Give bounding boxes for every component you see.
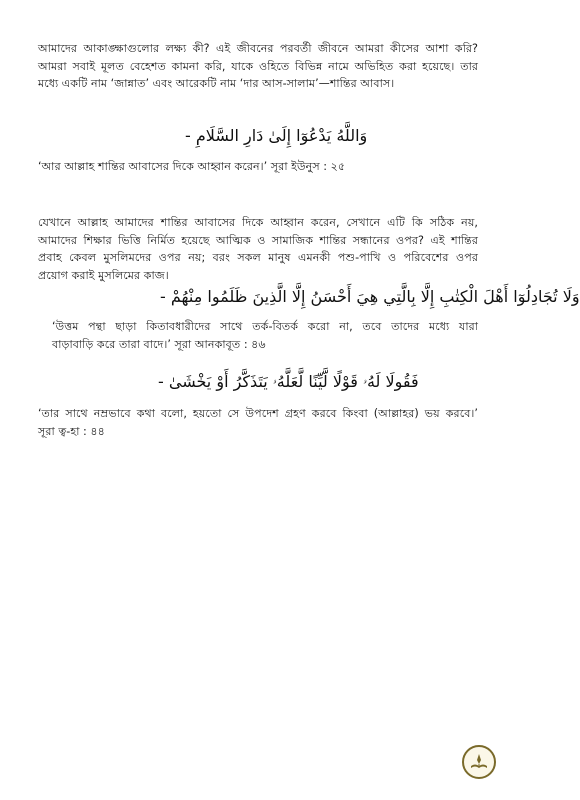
verse-3-translation xyxy=(38,405,478,440)
verse-3-translation-line-2: সূরা ত্ব-হা : ৪৪ xyxy=(38,424,105,438)
paragraph-2-line-4: প্রয়োগ করাই মুসলিমের কাজ। xyxy=(38,268,169,282)
publisher-logo-icon xyxy=(462,745,496,779)
verse-2-arabic: وَلَا تُجَادِلُوٓا أَهْلَ الْكِتٰبِ إِلَّا بِالَّتِي هِيَ أَحْسَنُ إِلَّا الَّذِينَ ظَلَمُوا مِنْهُمْ - xyxy=(160,287,580,306)
paragraph-2-line-1: যেখানে আল্লাহ আমাদের শান্তির আবাসের দিকে আহ্বান করেন, সেখানে এটি কি সঠিক নয়, xyxy=(38,216,478,229)
verse-3-translation-line-1: ‘তার সাথে নম্রভাবে কথা বলো, হয়তো সে উপদেশ গ্রহণ করবে কিংবা (আল্লাহর) ভয় করবে।’ xyxy=(38,407,478,420)
verse-1-translation-block xyxy=(38,158,478,176)
paragraph-1-line-2: আমরা সবাই মূলত বেহেশত কামনা করি, যাকে ওহিতে বিভিন্ন নামে অভিহিত করা হয়েছে। তার xyxy=(38,59,478,73)
paragraph-2 xyxy=(38,214,478,284)
verse-3-arabic: فَقُولَا لَهُۥ قَوْلًا لَّيِّنًا لَّعَلَّهُۥ يَتَذَكَّرُ أَوْ يَخْشَىٰ - xyxy=(158,372,419,391)
verse-2-translation xyxy=(52,318,478,353)
paragraph-2-line-3: প্রবাহ কেবল মুসলিমদের ওপর নয়; বরং সকল মানুষ এমনকী পশু-পাখি ও পরিবেশের ওপর xyxy=(38,251,478,264)
verse-2-translation-line-1: ‘উত্তম পন্থা ছাড়া কিতাবধারীদের সাথে তর্ক-বিতর্ক করো না, তবে তাদের মধ্যে যারা xyxy=(52,320,478,333)
paragraph-2-line-2: আমাদের শিক্ষার ভিত্তি নির্মিত হয়েছে আত্মিক ও সামাজিক শান্তির সন্ধানের ওপর? এই শান্তির xyxy=(38,233,478,247)
verse-2-translation-line-2: বাড়াবাড়ি করে তারা বাদে।’ সূরা আনকাবূত : ৪৬ xyxy=(52,337,266,351)
verse-1-translation: ‘আর আল্লাহ শান্তির আবাসের দিকে আহ্বান করেন।’ সূরা ইউনুস : ২৫ xyxy=(38,160,346,173)
paragraph-1 xyxy=(38,40,478,93)
paragraph-1-line-3: মধ্যে একটি নাম ‘জান্নাত’ এবং আরেকটি নাম ‘দার আস-সালাম’—শান্তির আবাস। xyxy=(38,77,395,90)
verse-1-arabic: وَاللَّهُ يَدْعُوٓا إِلَىٰ دَارِ السَّلَامِ - xyxy=(185,126,368,145)
paragraph-1-line-1: আমাদের আকাঙ্ক্ষাগুলোর লক্ষ্য কী? এই জীবনের পরবর্তী জীবনে আমরা কীসের আশা করি? xyxy=(38,42,478,55)
